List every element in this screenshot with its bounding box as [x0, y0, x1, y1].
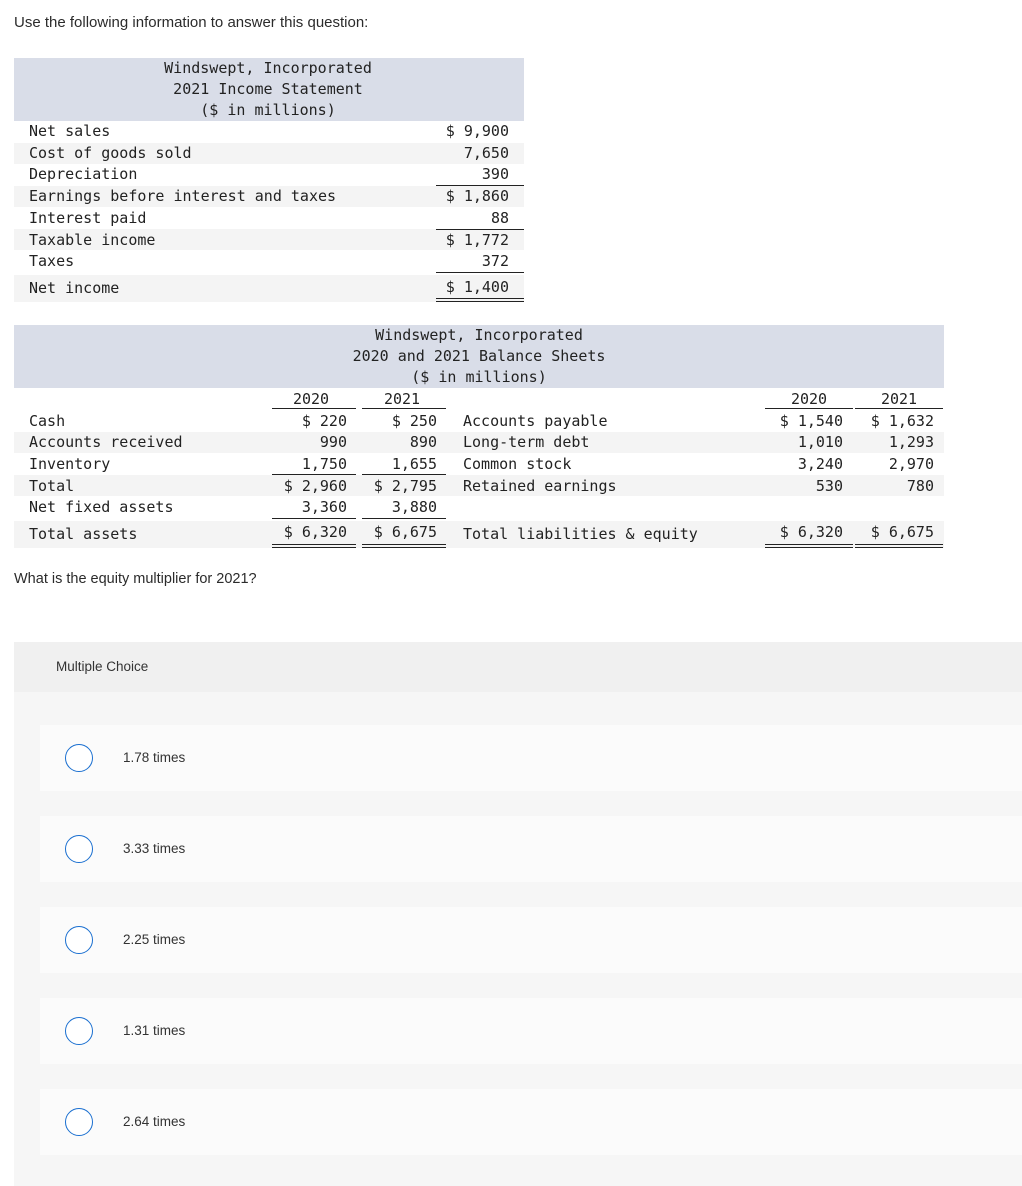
- table-row-label: Cash: [29, 412, 66, 430]
- table-cell-value: 7,650: [463, 144, 509, 162]
- answer-option-label: 2.25 times: [123, 932, 186, 947]
- radio-button[interactable]: [65, 1108, 93, 1136]
- table-cell-value: $ 220: [301, 412, 347, 430]
- total-rule: [765, 547, 853, 548]
- header-rule: [855, 408, 943, 409]
- radio-button[interactable]: [65, 926, 93, 954]
- balance-sheet-title: 2020 and 2021 Balance Sheets: [352, 347, 606, 365]
- answer-option[interactable]: [40, 907, 1022, 973]
- header-rule: [765, 408, 853, 409]
- table-cell-value: $ 250: [391, 412, 437, 430]
- table-row-label: Taxable income: [29, 231, 156, 249]
- column-header-2020: 2020: [292, 390, 330, 408]
- table-cell-value: 3,240: [797, 455, 843, 473]
- income-statement-title: 2021 Income Statement: [173, 80, 363, 98]
- answer-option[interactable]: [40, 998, 1022, 1064]
- table-cell-value: $ 1,860: [445, 187, 509, 205]
- income-statement-units: ($ in millions): [200, 101, 336, 119]
- table-row-label: Depreciation: [29, 165, 138, 183]
- sum-rule: [362, 518, 446, 519]
- balance-sheet-company: Windswept, Incorporated: [375, 326, 583, 344]
- answer-option-label: 1.78 times: [123, 750, 186, 765]
- table-cell-value: $ 9,900: [445, 122, 509, 140]
- total-rule: [436, 298, 524, 299]
- table-row-label: Common stock: [463, 455, 572, 473]
- column-header-2021: 2021: [383, 390, 421, 408]
- radio-button[interactable]: [65, 744, 93, 772]
- table-row-label: Total assets: [29, 525, 138, 543]
- multiple-choice-header: [14, 642, 1022, 692]
- answer-option[interactable]: [40, 725, 1022, 791]
- sum-rule: [436, 272, 524, 273]
- table-cell-value: $ 2,795: [373, 477, 437, 495]
- table-row-label: Retained earnings: [463, 477, 617, 495]
- table-cell-value: $ 6,320: [283, 523, 347, 541]
- answer-option-label: 1.31 times: [123, 1023, 186, 1038]
- total-rule: [855, 544, 943, 545]
- table-row-label: Accounts payable: [463, 412, 608, 430]
- table-cell-value: 3,880: [391, 498, 437, 516]
- sum-rule: [272, 474, 356, 475]
- table-row-label: Net sales: [29, 122, 111, 140]
- radio-button[interactable]: [65, 835, 93, 863]
- answer-option-label: 3.33 times: [123, 841, 186, 856]
- table-cell-value: 1,010: [797, 433, 843, 451]
- answer-option[interactable]: [40, 816, 1022, 882]
- income-statement-company: Windswept, Incorporated: [164, 59, 372, 77]
- table-cell-value: 1,655: [391, 455, 437, 473]
- column-header-2020: 2020: [790, 390, 828, 408]
- table-cell-value: $ 6,675: [373, 523, 437, 541]
- total-rule: [855, 547, 943, 548]
- table-cell-value: 88: [490, 209, 509, 227]
- intro-text: Use the following information to answer this question:: [14, 14, 369, 31]
- table-cell-value: 1,750: [301, 455, 347, 473]
- table-cell-value: 530: [815, 477, 843, 495]
- table-row-label: Cost of goods sold: [29, 144, 192, 162]
- sum-rule: [436, 229, 524, 230]
- balance-sheet-units: ($ in millions): [411, 368, 547, 386]
- table-cell-value: $ 6,320: [779, 523, 843, 541]
- table-cell-value: 780: [906, 477, 934, 495]
- table-cell-value: 1,293: [888, 433, 934, 451]
- header-rule: [272, 408, 356, 409]
- answer-option-label: 2.64 times: [123, 1114, 186, 1129]
- sum-rule: [436, 185, 524, 186]
- question-text: What is the equity multiplier for 2021?: [14, 571, 257, 587]
- table-cell-value: 2,970: [888, 455, 934, 473]
- table-row-label: Taxes: [29, 252, 75, 270]
- total-rule: [362, 544, 446, 545]
- total-rule: [272, 547, 356, 548]
- table-cell-value: $ 2,960: [283, 477, 347, 495]
- table-cell-value: 390: [481, 165, 509, 183]
- answer-option[interactable]: [40, 1089, 1022, 1155]
- table-cell-value: $ 1,632: [870, 412, 934, 430]
- table-cell-value: $ 1,772: [445, 231, 509, 249]
- table-cell-value: $ 6,675: [870, 523, 934, 541]
- table-row-label: Total liabilities & equity: [463, 525, 698, 543]
- total-rule: [362, 547, 446, 548]
- multiple-choice-title: Multiple Choice: [56, 659, 149, 674]
- sum-rule: [272, 518, 356, 519]
- table-row-label: Accounts received: [29, 433, 183, 451]
- table-row-label: Long-term debt: [463, 433, 590, 451]
- table-row-label: Earnings before interest and taxes: [29, 187, 337, 205]
- table-row-label: Net fixed assets: [29, 498, 174, 516]
- total-rule: [765, 544, 853, 545]
- table-row-label: Net income: [29, 279, 120, 297]
- table-cell-value: $ 1,400: [445, 278, 509, 296]
- table-cell-value: 990: [319, 433, 347, 451]
- total-rule: [272, 544, 356, 545]
- table-row-label: Interest paid: [29, 209, 147, 227]
- table-cell-value: 372: [481, 252, 509, 270]
- radio-button[interactable]: [65, 1017, 93, 1045]
- total-rule: [436, 301, 524, 302]
- table-row-label: Inventory: [29, 455, 111, 473]
- sum-rule: [362, 474, 446, 475]
- table-cell-value: 890: [409, 433, 437, 451]
- column-header-2021: 2021: [880, 390, 918, 408]
- table-cell-value: $ 1,540: [779, 412, 843, 430]
- table-cell-value: 3,360: [301, 498, 347, 516]
- header-rule: [362, 408, 446, 409]
- table-row-label: Total: [29, 477, 75, 495]
